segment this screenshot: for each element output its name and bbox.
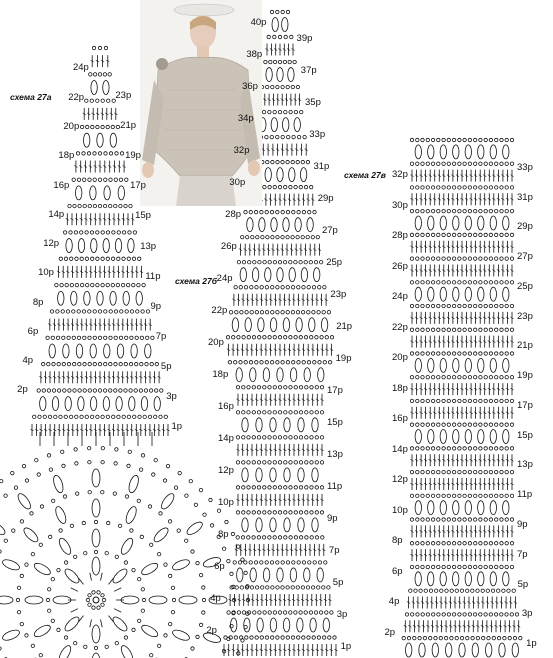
row-label-right-c: 33p [517, 161, 533, 173]
row-label-left-a: 22p [68, 91, 85, 103]
row-label-left-a: 20p [63, 121, 80, 133]
row-label-left-c: 12p [392, 474, 408, 486]
row-label-left-b: 14p [218, 432, 234, 444]
row-label-right-c: 21p [517, 340, 533, 352]
row-label-left-c: 10p [392, 504, 408, 516]
row-label-left-a: 18p [58, 150, 75, 162]
row-label-right-b: 15p [327, 416, 343, 428]
row-label-right-b: 7p [328, 544, 340, 556]
row-label-right-a: 7p [155, 330, 167, 342]
row-label-right-c: 5p [517, 578, 529, 590]
row-label-left-c: 18p [392, 382, 408, 394]
scheme-27a-title: схема 27а [10, 92, 52, 102]
model-photo [140, 0, 262, 206]
row-label-right-a: 11p [145, 270, 161, 282]
row-label-left-b: 20p [208, 336, 224, 348]
row-label-left-b: 32p [233, 144, 250, 156]
row-label-right-b: 23p [330, 288, 347, 300]
row-label-left-b: 4p [210, 592, 221, 604]
row-label-right-c: 25p [517, 280, 533, 292]
row-label-right-c: 1p [526, 638, 537, 650]
row-label-right-b: 1p [340, 640, 352, 652]
row-label-left-b: 30p [229, 176, 246, 188]
row-label-left-a: 4p [22, 355, 34, 367]
row-label-left-c: 22p [392, 321, 408, 333]
row-label-right-a: 3p [166, 390, 177, 402]
row-label-right-b: 37p [300, 64, 317, 76]
row-label-left-b: 8p [218, 528, 229, 540]
row-label-right-a: 23p [115, 90, 132, 102]
row-label-right-a: 9p [150, 300, 162, 312]
row-label-right-c: 11p [517, 489, 533, 501]
row-label-right-b: 19p [335, 352, 352, 364]
row-label-right-c: 31p [517, 191, 533, 203]
row-label-right-b: 25p [326, 256, 343, 268]
row-label-left-c: 26p [392, 260, 408, 272]
row-label-right-c: 3p [521, 608, 533, 620]
row-label-left-c: 28p [392, 230, 408, 242]
row-label-left-c: 20p [392, 352, 408, 364]
row-label-left-b: 34p [237, 112, 254, 124]
row-label-left-b: 10p [218, 496, 234, 508]
row-label-right-a: 21p [120, 120, 137, 132]
row-label-right-b: 5p [332, 576, 344, 588]
row-label-left-c: 4p [388, 596, 400, 608]
row-label-right-b: 27p [321, 224, 338, 236]
row-label-left-c: 16p [392, 413, 408, 425]
row-label-right-c: 27p [517, 251, 533, 263]
row-label-left-a: 24p [72, 62, 89, 74]
row-label-left-c: 32p [392, 169, 408, 181]
row-label-right-c: 9p [517, 519, 528, 530]
row-label-left-a: 6p [27, 325, 39, 337]
row-label-right-c: 13p [517, 459, 533, 471]
row-label-left-c: 24p [392, 291, 408, 303]
row-label-left-b: 26p [220, 240, 237, 252]
row-label-right-b: 35p [305, 96, 321, 108]
row-label-left-a: 2p [17, 384, 28, 396]
scheme-27c-chart [402, 138, 522, 657]
row-label-right-c: 7p [517, 548, 528, 560]
row-label-right-c: 17p [517, 399, 533, 411]
row-label-left-a: 12p [43, 238, 60, 250]
row-label-left-a: 14p [48, 208, 65, 220]
row-label-right-a: 15p [135, 210, 151, 222]
row-label-right-c: 15p [517, 429, 533, 441]
row-label-left-a: 10p [38, 267, 54, 279]
row-label-right-a: 13p [140, 240, 157, 252]
scheme-27b-title: схема 27б [175, 276, 217, 286]
row-label-left-c: 30p [392, 199, 408, 211]
row-label-left-b: 28p [225, 208, 242, 220]
row-label-left-c: 2p [384, 626, 396, 638]
row-label-right-b: 21p [336, 320, 353, 332]
row-label-left-b: 40p [250, 16, 267, 28]
row-label-left-a: 16p [53, 179, 70, 191]
row-label-left-b: 18p [212, 368, 229, 380]
row-label-right-b: 9p [327, 512, 338, 524]
row-label-right-b: 31p [313, 160, 330, 172]
row-label-right-b: 17p [327, 384, 343, 396]
row-label-right-b: 39p [296, 32, 313, 44]
row-label-left-c: 8p [392, 535, 403, 547]
row-label-left-b: 6p [214, 560, 225, 572]
row-label-right-b: 13p [327, 448, 343, 460]
row-label-right-a: 1p [171, 420, 183, 432]
row-label-right-c: 29p [517, 221, 533, 233]
row-label-left-a: 8p [32, 296, 44, 308]
row-label-right-a: 17p [130, 180, 146, 192]
scheme-27c-title: схема 27в [344, 170, 386, 180]
row-label-right-a: 5p [160, 360, 172, 372]
row-label-left-b: 24p [216, 272, 233, 284]
row-label-left-c: 14p [392, 443, 408, 455]
row-label-right-a: 19p [125, 150, 141, 162]
row-label-right-c: 23p [517, 310, 533, 322]
row-label-right-b: 3p [336, 608, 348, 620]
row-label-left-b: 38p [246, 48, 263, 60]
row-label-right-b: 29p [317, 192, 334, 204]
row-label-left-b: 16p [218, 400, 234, 412]
row-label-left-b: 12p [218, 464, 234, 476]
row-label-right-c: 19p [517, 370, 533, 382]
row-label-right-b: 33p [309, 128, 326, 140]
row-label-left-b: 2p [206, 624, 217, 636]
row-label-left-b: 36p [242, 80, 258, 92]
row-label-left-b: 22p [211, 304, 228, 316]
row-label-right-b: 11p [327, 480, 343, 492]
row-label-left-c: 6p [392, 565, 403, 577]
